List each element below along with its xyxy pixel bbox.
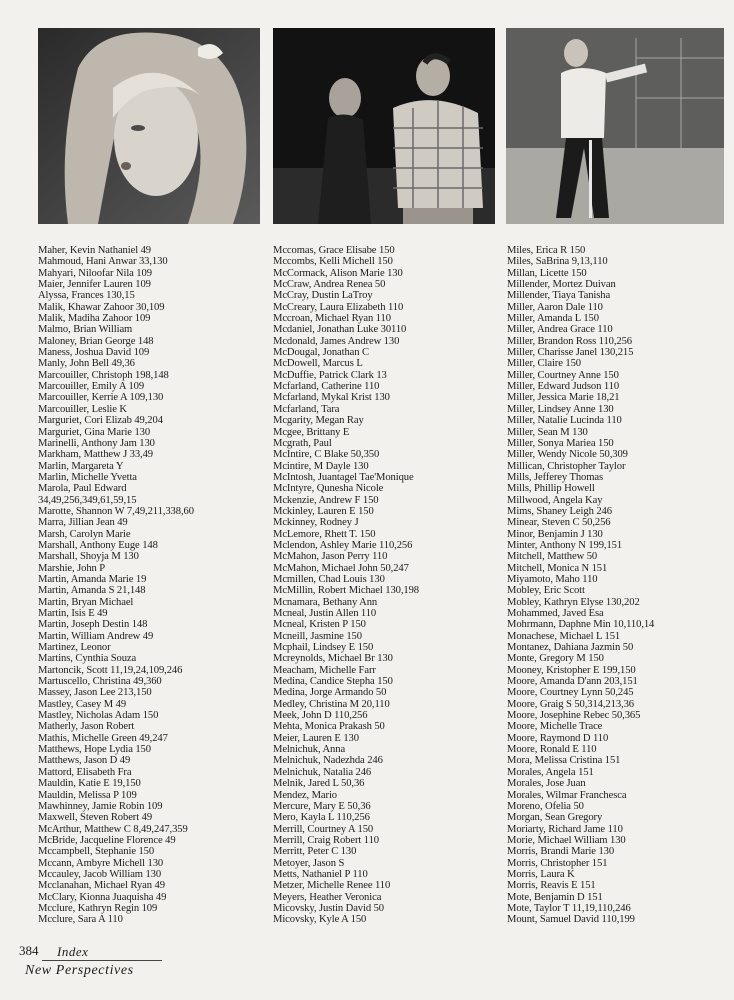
index-entry: Markham, Matthew J 33,49 [38,449,153,461]
index-entry: Mccann, Ambyre Michell 130 [38,857,164,869]
index-entry: Mckenzie, Andrew F 150 [273,494,379,506]
index-entry: Miller, Jessica Marie 18,21 [507,392,620,404]
index-column-1 [38,245,263,926]
index-entry: Mcreynolds, Michael Br 130 [273,653,393,665]
index-entry: Melnichuk, Nadezhda 246 [273,755,383,767]
index-entry: Mauldin, Melissa P 109 [38,789,137,801]
index-entry: Miller, Amanda L 150 [507,313,599,325]
index-entry: Mcgrath, Paul [273,437,332,449]
index-entry: McClary, Kionna Juaquisha 49 [38,891,167,903]
index-entry: Marlin, Margareta Y [38,460,124,472]
index-columns [38,245,728,965]
index-entry: Mims, Shaney Leigh 246 [507,505,612,517]
index-entry: Medina, Candice Stepha 150 [273,676,393,688]
index-entry: Mclendon, Ashley Marie 110,256 [273,539,413,551]
index-entry: Millender, Mortez Duivan [507,279,616,291]
footer-rule [42,960,162,961]
index-entry: Miyamoto, Maho 110 [507,573,598,585]
index-entry: Maher, Kevin Nathaniel 49 [38,245,151,256]
index-entry: Medina, Jorge Armando 50 [273,687,387,699]
index-entry: Mote, Benjamin D 151 [507,891,603,903]
index-entry: Mount, Samuel David 110,199 [507,914,635,926]
index-entry: Mohrmann, Daphne Min 10,110,14 [507,619,655,631]
index-entry: Martin, Bryan Michael [38,596,134,608]
index-entry: Martin, Isis E 49 [38,608,108,619]
photo-student-outdoors [506,28,724,224]
index-entry: McDuffie, Patrick Clark 13 [273,369,387,381]
index-entry: Morgan, Sean Gregory [507,812,603,824]
index-entry: Mcneal, Kristen P 150 [273,619,366,631]
index-entry: Melnichuk, Anna [273,744,346,756]
index-entry: Maxwell, Steven Robert 49 [38,812,153,824]
index-entry: Massey, Jason Lee 213,150 [38,687,152,699]
index-entry: Metts, Nathaniel P 110 [273,868,368,880]
index-entry: Mattord, Elisabeth Fra [38,766,132,778]
index-entry: Matthews, Hope Lydia 150 [38,744,151,756]
index-entry: Melnik, Jared L 50,36 [273,778,365,790]
index-entry: Mitchell, Monica N 151 [507,562,608,574]
index-entry: Matthews, Jason D 49 [38,755,131,767]
index-entry: Miller, Sonya Mariea 150 [507,437,614,449]
index-entry: Manly, John Bell 49,36 [38,358,135,370]
index-entry: Monte, Gregory M 150 [507,653,604,665]
index-entry: Morales, Jose Juan [507,778,586,790]
index-entry: Mckinney, Rodney J [273,517,359,529]
index-entry: Mooney, Kristopher E 199,150 [507,664,636,676]
index-entry: Martin, Amanda S 21,148 [38,585,146,597]
index-entry: Metoyer, Jason S [273,857,345,869]
index-entry: Mastley, Nicholas Adam 150 [38,710,159,722]
section-subtitle: New Perspectives [25,963,134,978]
index-entry: Mcclure, Kathryn Regin 109 [38,902,158,914]
index-entry: Moore, Amanda D'ann 203,151 [507,676,638,688]
index-entry: Minter, Anthony N 199,151 [507,539,623,551]
index-entry: Marsh, Carolyn Marie [38,528,131,540]
index-entry: Miller, Natalie Lucinda 110 [507,415,622,427]
index-entry: Miller, Andrea Grace 110 [507,324,613,336]
index-entry: Malik, Khawar Zahoor 30,109 [38,301,165,313]
index-entry: Morris, Brandi Marie 130 [507,846,615,858]
index-entry: Miller, Brandon Ross 110,256 [507,335,632,347]
index-entry: Mcdonald, James Andrew 130 [273,335,400,347]
index-entry: Monachese, Michael L 151 [507,630,621,642]
index-entry: McLemore, Rhett T. 150 [273,528,376,540]
index-entry: Mcphail, Lindsey E 150 [273,642,374,654]
index-entry: McMahon, Jason Perry 110 [273,551,388,563]
index-entry: Marcouiller, Christoph 198,148 [38,369,169,381]
index-entry: Melnichuk, Natalia 246 [273,766,372,778]
index-entry: Mastley, Casey M 49 [38,698,127,710]
index-entry: Matherly, Jason Robert [38,721,135,733]
index-entry: Mcneill, Jasmine 150 [273,630,362,642]
section-title: Index [57,944,89,959]
index-entry: Miller, Courtney Anne 150 [507,369,619,381]
index-entry: Maier, Jennifer Lauren 109 [38,279,151,291]
index-entry: Moore, Graig S 50,314,213,36 [507,698,634,710]
index-entry: Mendez, Mario [273,789,338,801]
index-entry: Mcfarland, Mykal Krist 130 [273,392,390,404]
index-entry: Minor, Benjamin J 130 [507,528,603,540]
index-entry: McMillin, Robert Michael 130,198 [273,585,419,597]
index-entry: Morris, Reavis E 151 [507,880,596,892]
index-entry: Mora, Melissa Cristina 151 [507,755,621,767]
index-entry: Mcmillen, Chad Louis 130 [273,573,385,585]
index-entry: Mccampbell, Stephanie 150 [38,846,155,858]
index-entry: McDowell, Marcus L [273,358,363,370]
photo-two-students-acting [273,28,495,224]
index-entry: Mcfarland, Tara [273,403,340,415]
index-entry: McCreary, Laura Elizabeth 110 [273,301,404,313]
index-entry: 34,49,256,349,61,59,15 [38,494,137,506]
index-entry: Moore, Raymond D 110 [507,732,609,744]
index-entry: Marshie, John P [38,562,106,574]
index-entry: Mitchell, Matthew 50 [507,551,598,563]
index-entry: Marcouiller, Kerrie A 109,130 [38,392,164,404]
index-entry: Marra, Jillian Jean 49 [38,517,128,529]
index-entry: Mahmoud, Hani Anwar 33,130 [38,256,168,268]
index-entry: Mercure, Mary E 50,36 [273,800,371,812]
index-entry: Mawhinney, Jamie Robin 109 [38,800,163,812]
index-entry: Millan, Licette 150 [507,267,587,279]
index-entry: Morie, Michael William 130 [507,834,626,846]
index-entry: Mcneal, Justin Allen 110 [273,608,377,619]
index-entry: Miller, Aaron Dale 110 [507,301,603,313]
index-column-3 [507,245,729,926]
index-entry: Malik, Madiha Zahoor 109 [38,313,151,325]
photo-girl-portrait [38,28,260,224]
index-entry: Montanez, Dahiana Jazmin 50 [507,642,634,654]
index-entry: Millican, Christopher Taylor [507,460,626,472]
index-entry: Metzer, Michelle Renee 110 [273,880,391,892]
index-entry: Morales, Wilmar Franchesca [507,789,627,801]
index-entry: Martins, Cynthia Souza [38,653,137,665]
index-entry: Micovsky, Justin David 50 [273,902,384,914]
page-number: 384 [19,943,39,958]
index-entry: Martinez, Leonor [38,642,111,654]
index-entry: Miller, Claire 150 [507,358,581,370]
index-entry: Meek, John D 110,256 [273,710,368,722]
index-entry: Mcgarity, Megan Ray [273,415,364,427]
index-entry: Mauldin, Katie E 19,150 [38,778,141,790]
index-column-2 [273,245,498,926]
index-entry: Martoncik, Scott 11,19,24,109,246 [38,664,183,676]
index-entry: Moore, Courtney Lynn 50,245 [507,687,634,699]
index-entry: Moore, Michelle Trace [507,721,603,733]
index-entry: Miller, Charisse Janel 130,215 [507,347,634,359]
index-entry: Miles, Erica R 150 [507,245,586,256]
index-entry: Martin, William Andrew 49 [38,630,154,642]
index-entry: McIntyre, Qunesha Nicole [273,483,384,495]
index-entry: Marola, Paul Edward [38,483,127,495]
index-entry: Marguriet, Cori Elizab 49,204 [38,415,163,427]
index-entry: Mohammed, Javed Esa [507,608,604,619]
index-entry: McCraw, Andrea Renea 50 [273,279,386,291]
index-entry: Mehta, Monica Prakash 50 [273,721,385,733]
index-entry: Marguriet, Gina Marie 130 [38,426,151,438]
index-entry: Marotte, Shannon W 7,49,211,338,60 [38,505,194,517]
index-entry: Mathis, Michelle Green 49,247 [38,732,168,744]
index-entry: Miller, Lindsey Anne 130 [507,403,614,415]
index-entry: Moore, Ronald E 110 [507,744,597,756]
index-entry: Mcgee, Brittany E [273,426,350,438]
index-entry: McArthur, Matthew C 8,49,247,359 [38,823,188,835]
index-entry: Morris, Laura K [507,868,575,880]
index-entry: Mero, Kayla L 110,256 [273,812,370,824]
index-entry: Meyers, Heather Veronica [273,891,382,903]
index-entry: McMahon, Michael John 50,247 [273,562,409,574]
index-entry: Alyssa, Frances 130,15 [38,290,135,302]
index-entry: Mccombs, Kelli Michell 150 [273,256,393,268]
index-entry: Marshall, Anthony Euge 148 [38,539,158,551]
index-entry: Merritt, Peter C 130 [273,846,357,858]
index-entry: Mills, Jefferey Thomas [507,471,603,483]
index-entry: Marshall, Shoyja M 130 [38,551,139,563]
index-entry: Miller, Sean M 130 [507,426,588,438]
index-entry: Moore, Josephine Rebec 50,365 [507,710,641,722]
index-entry: Mckinley, Lauren E 150 [273,505,374,517]
index-entry: Morales, Angela 151 [507,766,594,778]
index-entry: Moriarty, Richard Jame 110 [507,823,623,835]
index-entry: Maloney, Brian George 148 [38,335,154,347]
index-entry: Merrill, Craig Robert 110 [273,834,379,846]
index-entry: McIntire, C Blake 50,350 [273,449,380,461]
index-entry: Marlin, Michelle Yvetta [38,471,137,483]
index-entry: Martin, Joseph Destin 148 [38,619,148,631]
index-entry: Meier, Lauren E 130 [273,732,359,744]
index-entry: Mobley, Eric Scott [507,585,585,597]
index-entry: Mcdaniel, Jonathan Luke 30110 [273,324,407,336]
index-entry: Micovsky, Kyle A 150 [273,914,367,926]
index-entry: McCray, Dustin LaTroy [273,290,373,302]
index-entry: Mccroan, Michael Ryan 110 [273,313,391,325]
index-entry: Mcclure, Sara A 110 [38,914,123,926]
index-entry: Miles, SaBrina 9,13,110 [507,256,608,268]
index-entry: Mills, Phillip Howell [507,483,595,495]
index-entry: Martuscello, Christina 49,360 [38,676,162,688]
index-entry: Millwood, Angela Kay [507,494,603,506]
index-entry: Millender, Tiaya Tanisha [507,290,611,302]
index-entry: McDougal, Jonathan C [273,347,369,359]
index-entry: Mccauley, Jacob William 130 [38,868,162,880]
index-entry: Mcintire, M Dayle 130 [273,460,369,472]
index-entry: Marcouiller, Leslie K [38,403,127,415]
index-entry: Mahyari, Niloofar Nila 109 [38,267,152,279]
index-entry: Marinelli, Anthony Jam 130 [38,437,155,449]
index-entry: Mcclanahan, Michael Ryan 49 [38,880,165,892]
index-entry: McCormack, Alison Marie 130 [273,267,403,279]
index-entry: McIntosh, Juantagel Tae'Monique [273,471,414,483]
index-entry: Merrill, Courtney A 150 [273,823,374,835]
index-entry: Malmo, Brian William [38,324,133,336]
index-entry: Miller, Edward Judson 110 [507,381,620,393]
index-entry: Medley, Christina M 20,110 [273,698,390,710]
index-entry: Moreno, Ofelia 50 [507,800,584,812]
index-entry: Mccomas, Grace Elisabe 150 [273,245,395,256]
index-entry: Meacham, Michelle Farr [273,664,376,676]
photo-strip [38,28,724,224]
page-footer [17,943,217,991]
index-entry: Minear, Steven C 50,256 [507,517,611,529]
index-entry: Miller, Wendy Nicole 50,309 [507,449,628,461]
index-entry: Morris, Christopher 151 [507,857,608,869]
index-entry: McBride, Jacqueline Florence 49 [38,834,176,846]
index-entry: Mcfarland, Catherine 110 [273,381,380,393]
index-entry: Mobley, Kathryn Elyse 130,202 [507,596,640,608]
index-entry: Marcouiller, Emily A 109 [38,381,145,393]
index-entry: Mote, Taylor T 11,19,110,246 [507,902,631,914]
index-entry: Maness, Joshua David 109 [38,347,150,359]
index-entry: Mcnamara, Bethany Ann [273,596,378,608]
index-entry: Martin, Amanda Marie 19 [38,573,147,585]
